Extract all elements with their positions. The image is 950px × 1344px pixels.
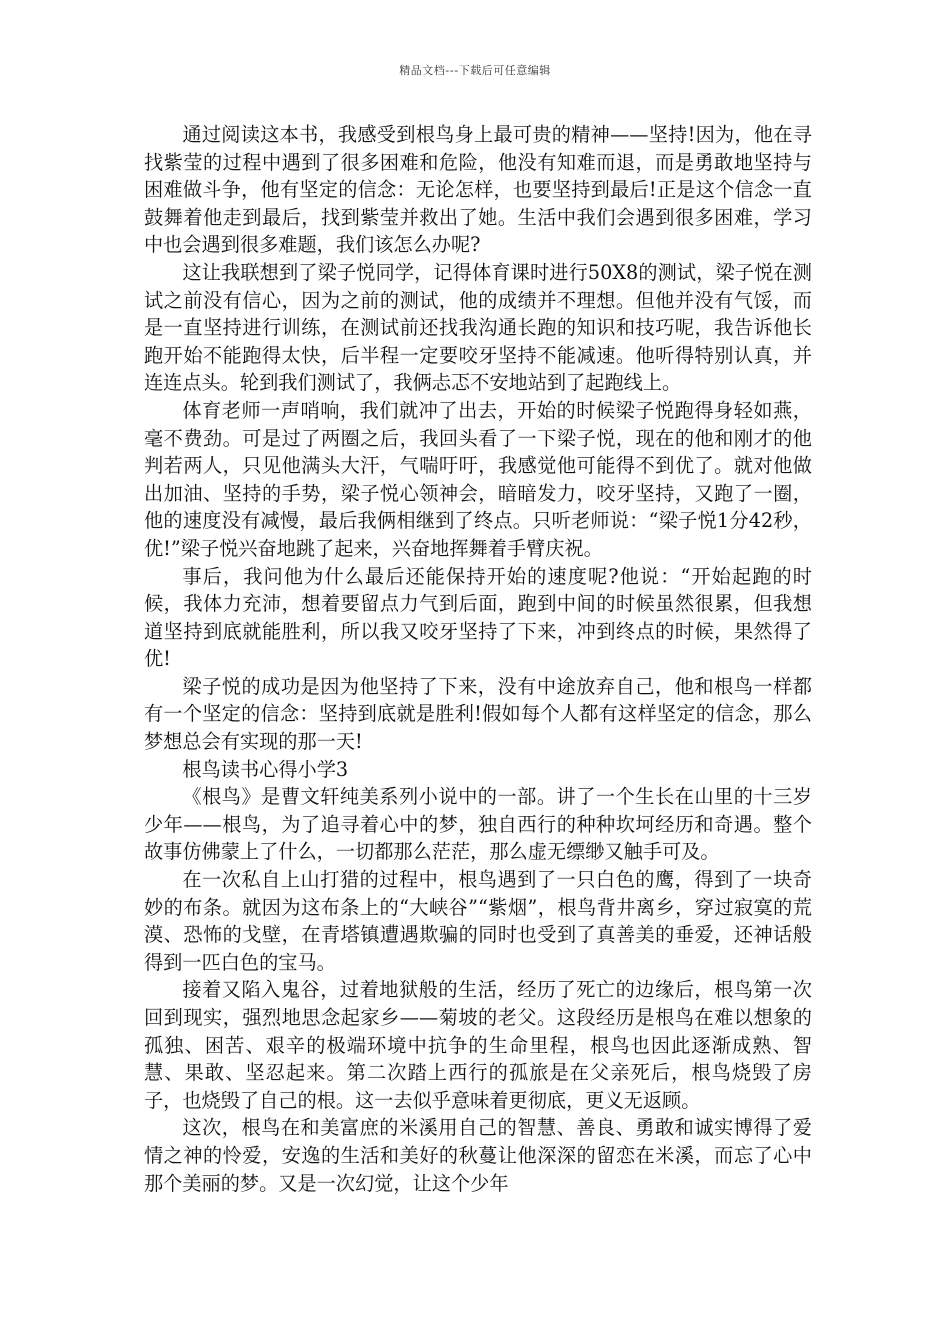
page-header: 精品文档---下载后可任意编辑 [399, 64, 551, 77]
paragraph-8: 接着又陷入鬼谷，过着地狱般的生活，经历了死亡的边缘后，根鸟第一次回到现实，强烈地思念起家乡——菊坡的老父。这段经历是根鸟在难以想象的孤独、困苦、艰辛的极端环境中抗争的生命里程，根鸟也因此逐渐成熟、智慧、果敢、坚忍起来。第二次踏上西行的孤旅是在父亲死后，根鸟烧毁了房子，也烧毁了自己的根。这一去似乎意味着更彻底，更义无返顾。 [144, 978, 812, 1112]
paragraph-2: 这让我联想到了梁子悦同学，记得体育课时进行50X8的测试，梁子悦在测试之前没有信心，因为之前的测试，他的成绩并不理想。但他并没有气馁，而是一直坚持进行训练，在测试前还找我沟通长跑的知识和技巧呢，我告诉他长跑开始不能跑得太快，后半程一定要咬牙坚持不能减速。他听得特别认真，并连连点头。轮到我们测试了，我俩忐忑不安地站到了起跑线上。 [144, 260, 812, 395]
section-heading: 根鸟读书心得小学3 [182, 757, 349, 781]
paragraph-4: 事后，我问他为什么最后还能保持开始的速度呢?他说：“开始起跑的时候，我体力充沛，想着要留点力气到后面，跑到中间的时候虽然很累，但我想道坚持到底就能胜利，所以我又咬牙坚持了下来，冲到终点的时候，果然得了优! [144, 564, 812, 671]
document-body [144, 121, 812, 1197]
paragraph-3: 体育老师一声哨响，我们就冲了出去，开始的时候梁子悦跑得身轻如燕，毫不费劲。可是过了两圈之后，我回头看了一下梁子悦，现在的他和刚才的他判若两人，只见他满头大汗，气喘吁吁，我感觉他可能得不到优了。就对他做出加油、坚持的手势，梁子悦心领神会，暗暗发力，咬牙坚持，又跑了一圈，他的速度没有减慢，最后我俩相继到了终点。只听老师说：“梁子悦1分42秒，优!”梁子悦兴奋地跳了起来，兴奋地挥舞着手臂庆祝。 [144, 398, 812, 560]
paragraph-9: 这次，根鸟在和美富庶的米溪用自己的智慧、善良、勇敢和诚实博得了爱情之神的怜爱，安逸的生活和美好的秋蔓让他深深的留恋在米溪，而忘了心中那个美丽的梦。又是一次幻觉，让这个少年 [144, 1116, 812, 1195]
paragraph-6: 《根鸟》是曹文轩纯美系列小说中的一部。讲了一个生长在山里的十三岁少年——根鸟，为了追寻着心中的梦，独自西行的种种坎坷经历和奇遇。整个故事仿佛蒙上了什么，一切都那么茫茫，那么虚无缥缈又触手可及。 [144, 785, 812, 864]
paragraph-7: 在一次私自上山打猎的过程中，根鸟遇到了一只白色的鹰，得到了一块奇妙的布条。就因为这布条上的“大峡谷”“紫烟”，根鸟背井离乡，穿过寂寞的荒漠、恐怖的戈壁，在青塔镇遭遇欺骗的同时也受到了真善美的垂爱，还神话般得到一匹白色的宝马。 [144, 868, 812, 974]
paragraph-1: 通过阅读这本书，我感受到根鸟身上最可贵的精神——坚持!因为，他在寻找紫莹的过程中遇到了很多困难和危险，他没有知难而退，而是勇敢地坚持与困难做斗争，他有坚定的信念：无论怎样，也要坚持到最后!正是这个信念一直鼓舞着他走到最后，找到紫莹并救出了她。生活中我们会遇到很多困难，学习中也会遇到很多难题，我们该怎么办呢? [144, 123, 812, 257]
paragraph-5: 梁子悦的成功是因为他坚持了下来，没有中途放弃自己，他和根鸟一样都有一个坚定的信念：坚持到底就是胜利!假如每个人都有这样坚定的信念，那么梦想总会有实现的那一天! [144, 674, 812, 754]
